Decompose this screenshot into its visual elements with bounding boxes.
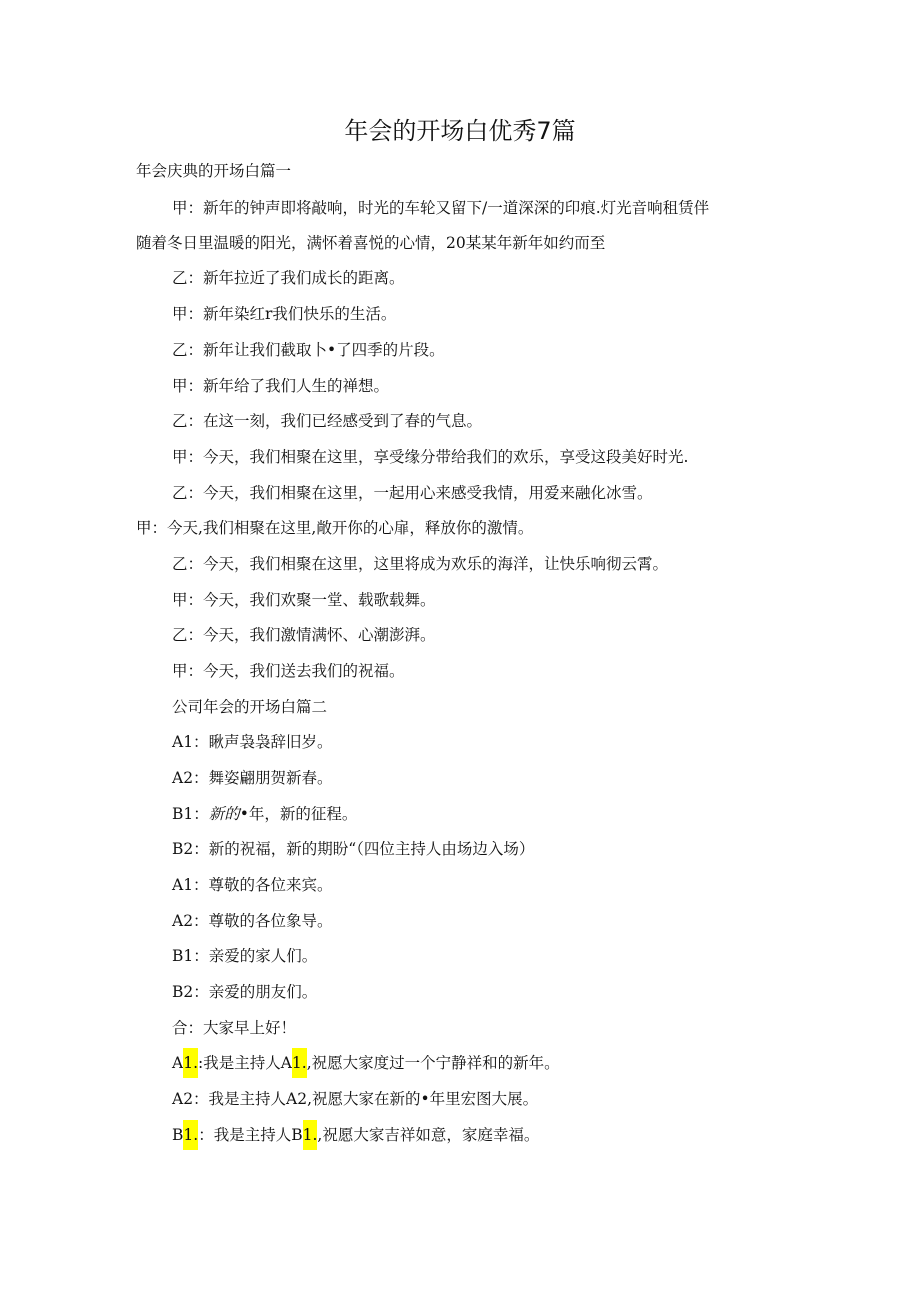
dialogue-line: 甲：新年染红r我们快乐的生活。 xyxy=(172,305,397,323)
dialogue-line: 乙：今天，我们激情满怀、心潮澎湃。 xyxy=(172,626,436,644)
dialogue-line xyxy=(172,802,357,826)
line-text: •年，新的征程。 xyxy=(239,805,358,823)
dialogue-line: 乙：今天，我们相聚在这里，一起用心来感受我情，用爱来融化冰雪。 xyxy=(172,484,653,502)
line-text: A xyxy=(172,1054,184,1072)
highlighted-text: 1. xyxy=(183,1120,198,1150)
paragraph-line: 甲：新年的钟声即将敲响，时光的车轮又留下/一道深深的印痕.灯光音响租赁伴 xyxy=(172,199,710,217)
dialogue-line: 甲：新年给了我们人生的禅想。 xyxy=(172,377,390,395)
dialogue-line: 乙：在这一刻，我们已经感受到了春的气息。 xyxy=(172,412,483,430)
dialogue-line: B2：新的祝福，新的期盼“（四位主持人由场边入场） xyxy=(172,840,535,858)
dialogue-line: B2：亲爱的朋友们。 xyxy=(172,983,318,1001)
line-text: :我是主持人A xyxy=(198,1054,292,1072)
dialogue-line: A2：我是主持人A2,祝愿大家在新的•年里宏图大展。 xyxy=(172,1090,539,1108)
section1-heading: 年会庆典的开场白篇一 xyxy=(136,162,292,180)
line-prefix: B1： xyxy=(172,805,209,823)
dialogue-line xyxy=(172,1123,539,1147)
dialogue-line: B1：亲爱的家人们。 xyxy=(172,947,318,965)
dialogue-line: 乙：今天，我们相聚在这里，这里将成为欢乐的海洋，让快乐响彻云霄。 xyxy=(172,555,669,573)
paragraph-line: 随着冬日里温暖的阳光，满怀着喜悦的心情，20某某年新年如约而至 xyxy=(136,234,606,252)
document-title: 年会的开场白优秀7篇 xyxy=(344,117,576,145)
dialogue-line: 合：大家早上好！ xyxy=(172,1019,297,1037)
highlighted-text: 1. xyxy=(303,1120,318,1150)
dialogue-line xyxy=(172,1051,560,1075)
highlighted-text: 1. xyxy=(292,1048,307,1078)
dialogue-line: A2：尊敬的各位象导。 xyxy=(172,912,333,930)
line-text: ：我是主持人B xyxy=(198,1126,303,1144)
section2-heading: 公司年会的开场白篇二 xyxy=(172,698,328,716)
dialogue-line: A1：瞅声袅袅辞旧岁。 xyxy=(172,733,333,751)
line-text: B xyxy=(172,1126,184,1144)
line-text: ,祝愿大家吉祥如意，家庭幸福。 xyxy=(317,1126,540,1144)
dialogue-line: 甲：今天，我们欢聚一堂、载歌载舞。 xyxy=(172,591,436,609)
dialogue-line: 甲：今天，我们送去我们的祝福。 xyxy=(172,662,405,680)
dialogue-line: 乙：新年让我们截取卜•了四季的片段。 xyxy=(172,341,445,359)
dialogue-line: 甲：今天，我们相聚在这里，享受缘分带给我们的欢乐，享受这段美好时光. xyxy=(172,448,689,466)
highlighted-text: 1. xyxy=(183,1048,198,1078)
italic-text: 新的 xyxy=(208,805,240,823)
dialogue-line: A1：尊敬的各位来宾。 xyxy=(172,876,333,894)
dialogue-line: 乙：新年拉近了我们成长的距离。 xyxy=(172,269,405,287)
dialogue-line: 甲：今天,我们相聚在这里,敞开你的心扉，释放你的激情。 xyxy=(136,519,534,537)
dialogue-line: A2：舞姿翩朋贺新春。 xyxy=(172,769,333,787)
line-text: ,祝愿大家度过一个宁静祥和的新年。 xyxy=(306,1054,560,1072)
